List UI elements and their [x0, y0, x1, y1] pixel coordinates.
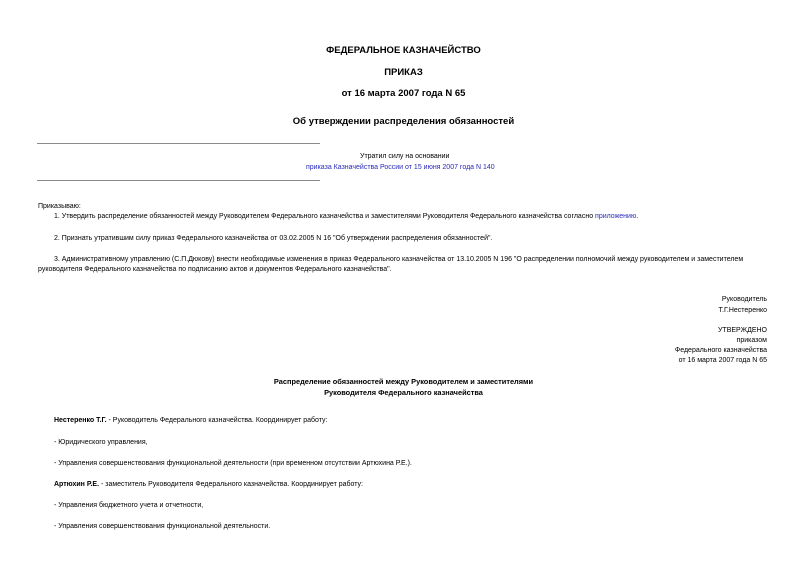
- order-item-1-text: 1. Утвердить распределение обязанностей между Руководителем Федерального казначейства и заместителями Руководителя Федерального казначейства согласно: [54, 213, 596, 220]
- duty-item: - Управления бюджетного учета и отчетности,: [54, 502, 204, 509]
- order-item-2: 2. Признать утратившим силу приказ Федерального казначейства от 03.02.2005 N 16 "Об утверждении распределения обязанностей".: [54, 235, 493, 242]
- order-item-1: [54, 213, 638, 220]
- status-text: Утратил силу на основании: [360, 153, 450, 160]
- order-intro: Приказываю:: [38, 203, 81, 210]
- document-date-number: от 16 марта 2007 года N 65: [341, 88, 466, 99]
- signature-position: Руководитель: [721, 296, 767, 303]
- signature-name: Т.Г.Нестеренко: [718, 307, 767, 314]
- approved-label: УТВЕРЖДЕНО: [717, 327, 767, 334]
- approved-date: от 16 марта 2007 года N 65: [678, 357, 767, 364]
- person-name: Нестеренко Т.Г.: [54, 417, 107, 424]
- organization-name: ФЕДЕРАЛЬНОЕ КАЗНАЧЕЙСТВО: [326, 45, 481, 56]
- duty-paragraph-1: [54, 417, 328, 424]
- status-divider-bottom: [37, 180, 320, 181]
- order-item-3-line1: 3. Административному управлению (С.П.Дюкову) внести необходимые изменения в приказ Федерального казначейства от 13.10.2005 N 196 "О распределении полномочий между руководителем и заместителем: [54, 256, 744, 263]
- appendix-title-line2: Руководителя Федерального казначейства: [324, 388, 483, 397]
- person-role: - заместитель Руководителя Федерального казначейства. Координирует работу:: [99, 481, 363, 488]
- duty-item: - Управления совершенствования функциональной деятельности (при временном отсутствии Артюхина Р.Е.).: [54, 460, 412, 467]
- order-item-3-line2: руководителя Федерального казначейства по подписанию актов и документов Федерального казначейства".: [38, 266, 392, 273]
- duty-item: - Юридического управления,: [54, 439, 148, 446]
- duty-paragraph-2: [54, 481, 363, 488]
- person-role: - Руководитель Федерального казначейства. Координирует работу:: [106, 417, 328, 424]
- document-type: ПРИКАЗ: [384, 67, 423, 78]
- approved-by: приказом: [736, 337, 767, 344]
- approved-org: Федерального казначейства: [674, 347, 767, 354]
- appendix-title-line1: Распределение обязанностей между Руководителем и заместителями: [273, 377, 534, 386]
- appendix-link[interactable]: приложению: [595, 213, 637, 220]
- document-title: Об утверждении распределения обязанностей: [292, 116, 515, 127]
- duty-item: - Управления совершенствования функциональной деятельности.: [54, 523, 271, 530]
- person-name: Артюхин Р.Е.: [54, 481, 100, 488]
- status-divider-top: [37, 143, 320, 144]
- order-item-1-end: .: [636, 213, 639, 220]
- status-link[interactable]: приказа Казначейства России от 15 июня 2007 года N 140: [306, 164, 495, 171]
